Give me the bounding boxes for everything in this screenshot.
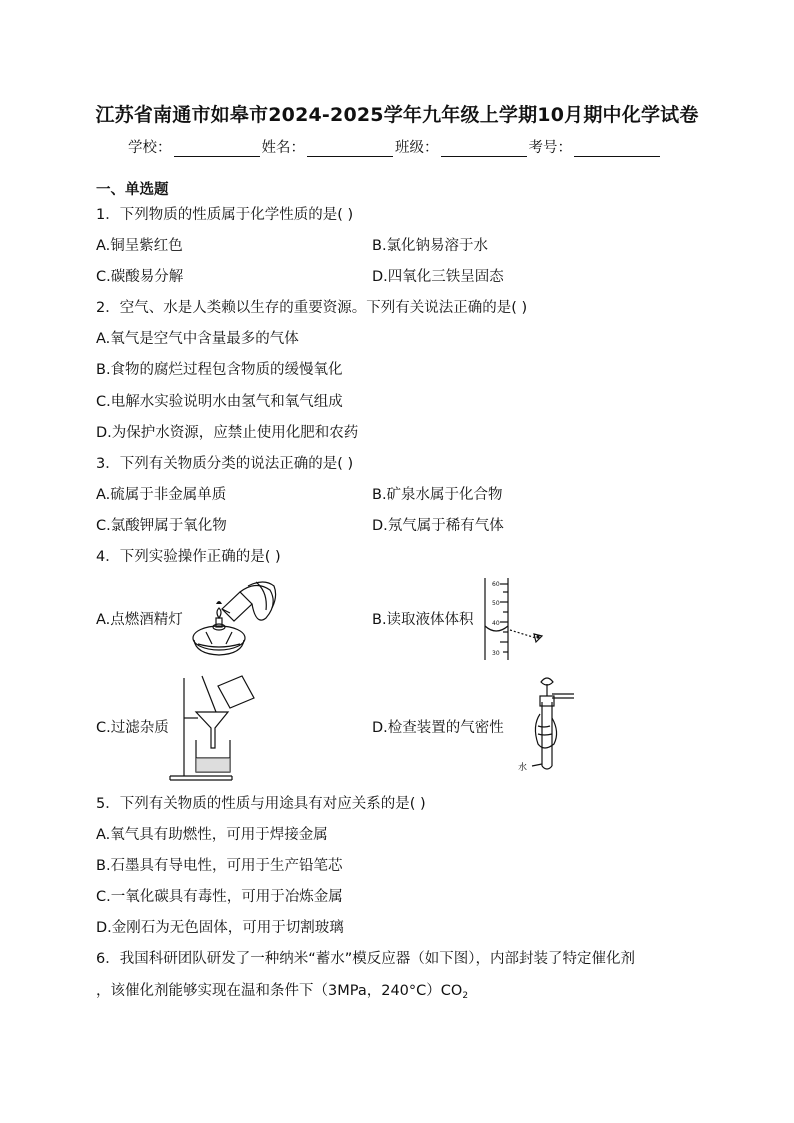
question-1-stem: 1．下列物质的性质属于化学性质的是( ) <box>96 207 354 223</box>
question-1-option-d: D.四氧化三铁呈固态 <box>372 269 504 285</box>
question-1-option-b: B.氯化钠易溶于水 <box>372 238 489 254</box>
co2-subscript: 2 <box>462 991 469 1001</box>
question-4-option-b: B.读取液体体积 <box>372 612 474 628</box>
cylinder-tick-60: 60 <box>492 581 500 588</box>
question-4-option-a: A.点燃酒精灯 <box>96 612 183 628</box>
question-5-option-a: A.氧气具有助燃性，可用于焊接金属 <box>96 827 328 843</box>
question-1-option-a: A.铜呈紫红色 <box>96 238 183 254</box>
question-5-option-c: C.一氧化碳具有毒性，可用于冶炼金属 <box>96 889 343 905</box>
question-5-stem: 5．下列有关物质的性质与用途具有对应关系的是( ) <box>96 796 426 812</box>
question-6-line-2 <box>96 982 468 1005</box>
cylinder-tick-40: 40 <box>492 620 500 627</box>
name-label: 姓名： <box>261 140 305 156</box>
student-info-row <box>128 136 662 157</box>
question-5-option-b: B.石墨具有导电性，可用于生产铅笔芯 <box>96 858 343 874</box>
filtration-figure <box>168 672 272 784</box>
airtightness-figure <box>514 674 580 780</box>
exam-number-blank <box>574 142 660 157</box>
question-3-option-b: B.矿泉水属于化合物 <box>372 487 503 503</box>
question-2-option-d: D.为保护水资源，应禁止使用化肥和农药 <box>96 425 359 441</box>
class-label: 班级： <box>395 140 439 156</box>
question-6-line-1: 6．我国科研团队研发了一种纳米“蓄水”模反应器（如下图），内部封装了特定催化剂 <box>96 951 635 967</box>
question-2-option-a: A.氧气是空气中含量最多的气体 <box>96 331 299 347</box>
class-blank <box>441 142 527 157</box>
exam-number-label: 考号： <box>528 140 572 156</box>
question-4-stem: 4．下列实验操作正确的是( ) <box>96 549 281 565</box>
alcohol-lamp-figure <box>186 578 278 662</box>
cylinder-tick-50: 50 <box>492 600 500 607</box>
question-3-option-a: A.硫属于非金属单质 <box>96 487 227 503</box>
page-title: 江苏省南通市如皋市2024-2025学年九年级上学期10月期中化学试卷 <box>95 104 699 126</box>
question-2-option-c: C.电解水实验说明水由氢气和氧气组成 <box>96 394 343 410</box>
cylinder-tick-30: 30 <box>492 650 500 657</box>
question-4-option-d: D.检查装置的气密性 <box>372 720 504 736</box>
question-2-option-b: B.食物的腐烂过程包含物质的缓慢氧化 <box>96 362 343 378</box>
question-6-line-2-text: ，该催化剂能够实现在温和条件下（3MPa，240°C）CO <box>96 983 463 999</box>
school-blank <box>174 142 260 157</box>
school-label: 学校： <box>128 140 172 156</box>
section-heading: 一、单选题 <box>96 182 169 198</box>
question-3-stem: 3．下列有关物质分类的说法正确的是( ) <box>96 456 354 472</box>
question-4-option-c: C.过滤杂质 <box>96 720 169 736</box>
question-3-option-d: D.氖气属于稀有气体 <box>372 518 504 534</box>
question-2-stem: 2．空气、水是人类赖以生存的重要资源。下列有关说法正确的是( ) <box>96 300 528 316</box>
name-blank <box>307 142 393 157</box>
graduated-cylinder-figure <box>472 574 548 664</box>
question-3-option-c: C.氯酸钾属于氧化物 <box>96 518 227 534</box>
question-5-option-d: D.金刚石为无色固体，可用于切割玻璃 <box>96 920 344 936</box>
water-label: 水 <box>518 763 528 773</box>
question-1-option-c: C.碳酸易分解 <box>96 269 184 285</box>
